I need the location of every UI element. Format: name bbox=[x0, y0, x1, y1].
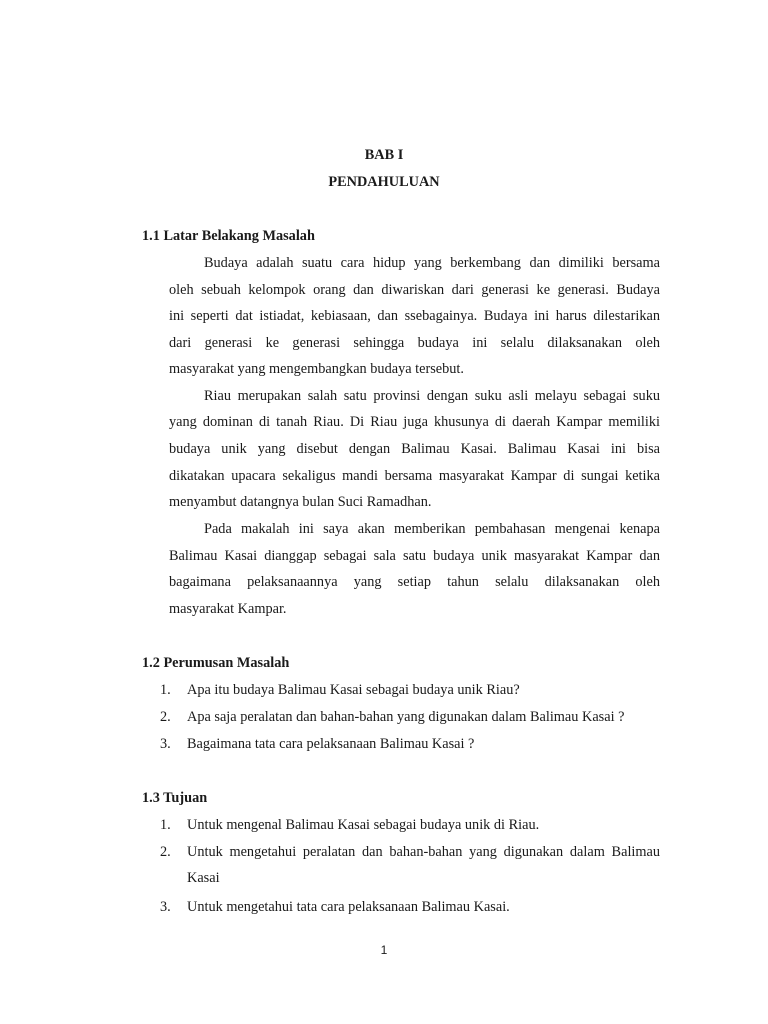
paragraph-line: Budaya adalah suatu cara hidup yang berkembang dan dimiliki bersama bbox=[204, 255, 660, 271]
paragraph-line: Riau merupakan salah satu provinsi dengan suku asli melayu sebagai suku bbox=[204, 388, 660, 404]
page-number: 1 bbox=[380, 943, 388, 957]
list-item-number: 1. bbox=[160, 682, 171, 698]
paragraph-line: oleh sebuah kelompok orang dan diwariskan dari generasi ke generasi. Budaya bbox=[169, 282, 660, 298]
list-item-text: Untuk mengetahui tata cara pelaksanaan Balimau Kasai. bbox=[187, 899, 510, 915]
paragraph-line: bagaimana pelaksanaannya yang setiap tahun selalu dilaksanakan oleh bbox=[169, 574, 660, 590]
list-item-text: Apa saja peralatan dan bahan-bahan yang digunakan dalam Balimau Kasai ? bbox=[187, 709, 625, 725]
paragraph-line: ini seperti dat istiadat, kebiasaan, dan ssebagainya. Budaya ini harus dilestarikan bbox=[169, 308, 660, 324]
list-item-text: Apa itu budaya Balimau Kasai sebagai budaya unik Riau? bbox=[187, 682, 520, 698]
paragraph-line: yang dominan di tanah Riau. Di Riau juga khusunya di daerah Kampar memiliki bbox=[169, 414, 660, 430]
list-item-text: Untuk mengetahui peralatan dan bahan-bahan yang digunakan dalam Balimau bbox=[187, 844, 660, 860]
section-heading-latar-belakang: 1.1 Latar Belakang Masalah bbox=[142, 228, 315, 244]
chapter-title: PENDAHULUAN bbox=[328, 174, 440, 190]
list-item-text: Bagaimana tata cara pelaksanaan Balimau Kasai ? bbox=[187, 736, 475, 752]
list-item-text: Untuk mengenal Balimau Kasai sebagai budaya unik di Riau. bbox=[187, 817, 540, 833]
list-item-number: 1. bbox=[160, 817, 171, 833]
list-item-number: 3. bbox=[160, 736, 171, 752]
paragraph-line: Balimau Kasai dianggap sebagai sala satu budaya unik masyarakat Kampar dan bbox=[169, 548, 660, 564]
paragraph-line: dari generasi ke generasi sehingga budaya ini selalu dilaksanakan oleh bbox=[169, 335, 660, 351]
list-item-continuation: Kasai bbox=[187, 870, 220, 886]
paragraph-line: Pada makalah ini saya akan memberikan pembahasan mengenai kenapa bbox=[204, 521, 660, 537]
chapter-label: BAB I bbox=[364, 147, 404, 163]
paragraph-line: masyarakat Kampar. bbox=[169, 601, 287, 617]
section-heading-perumusan-masalah: 1.2 Perumusan Masalah bbox=[142, 655, 290, 671]
paragraph-line: menyambut datangnya bulan Suci Ramadhan. bbox=[169, 494, 432, 510]
paragraph-line: dikatakan upacara sekaligus mandi bersama masyarakat Kampar di sungai ketika bbox=[169, 468, 660, 484]
list-item-number: 3. bbox=[160, 899, 171, 915]
list-item-number: 2. bbox=[160, 709, 171, 725]
paragraph-line: masyarakat yang mengembangkan budaya tersebut. bbox=[169, 361, 464, 377]
section-heading-tujuan: 1.3 Tujuan bbox=[142, 790, 208, 806]
list-item-number: 2. bbox=[160, 844, 171, 860]
paragraph-line: budaya unik yang disebut dengan Balimau Kasai. Balimau Kasai ini bisa bbox=[169, 441, 660, 457]
